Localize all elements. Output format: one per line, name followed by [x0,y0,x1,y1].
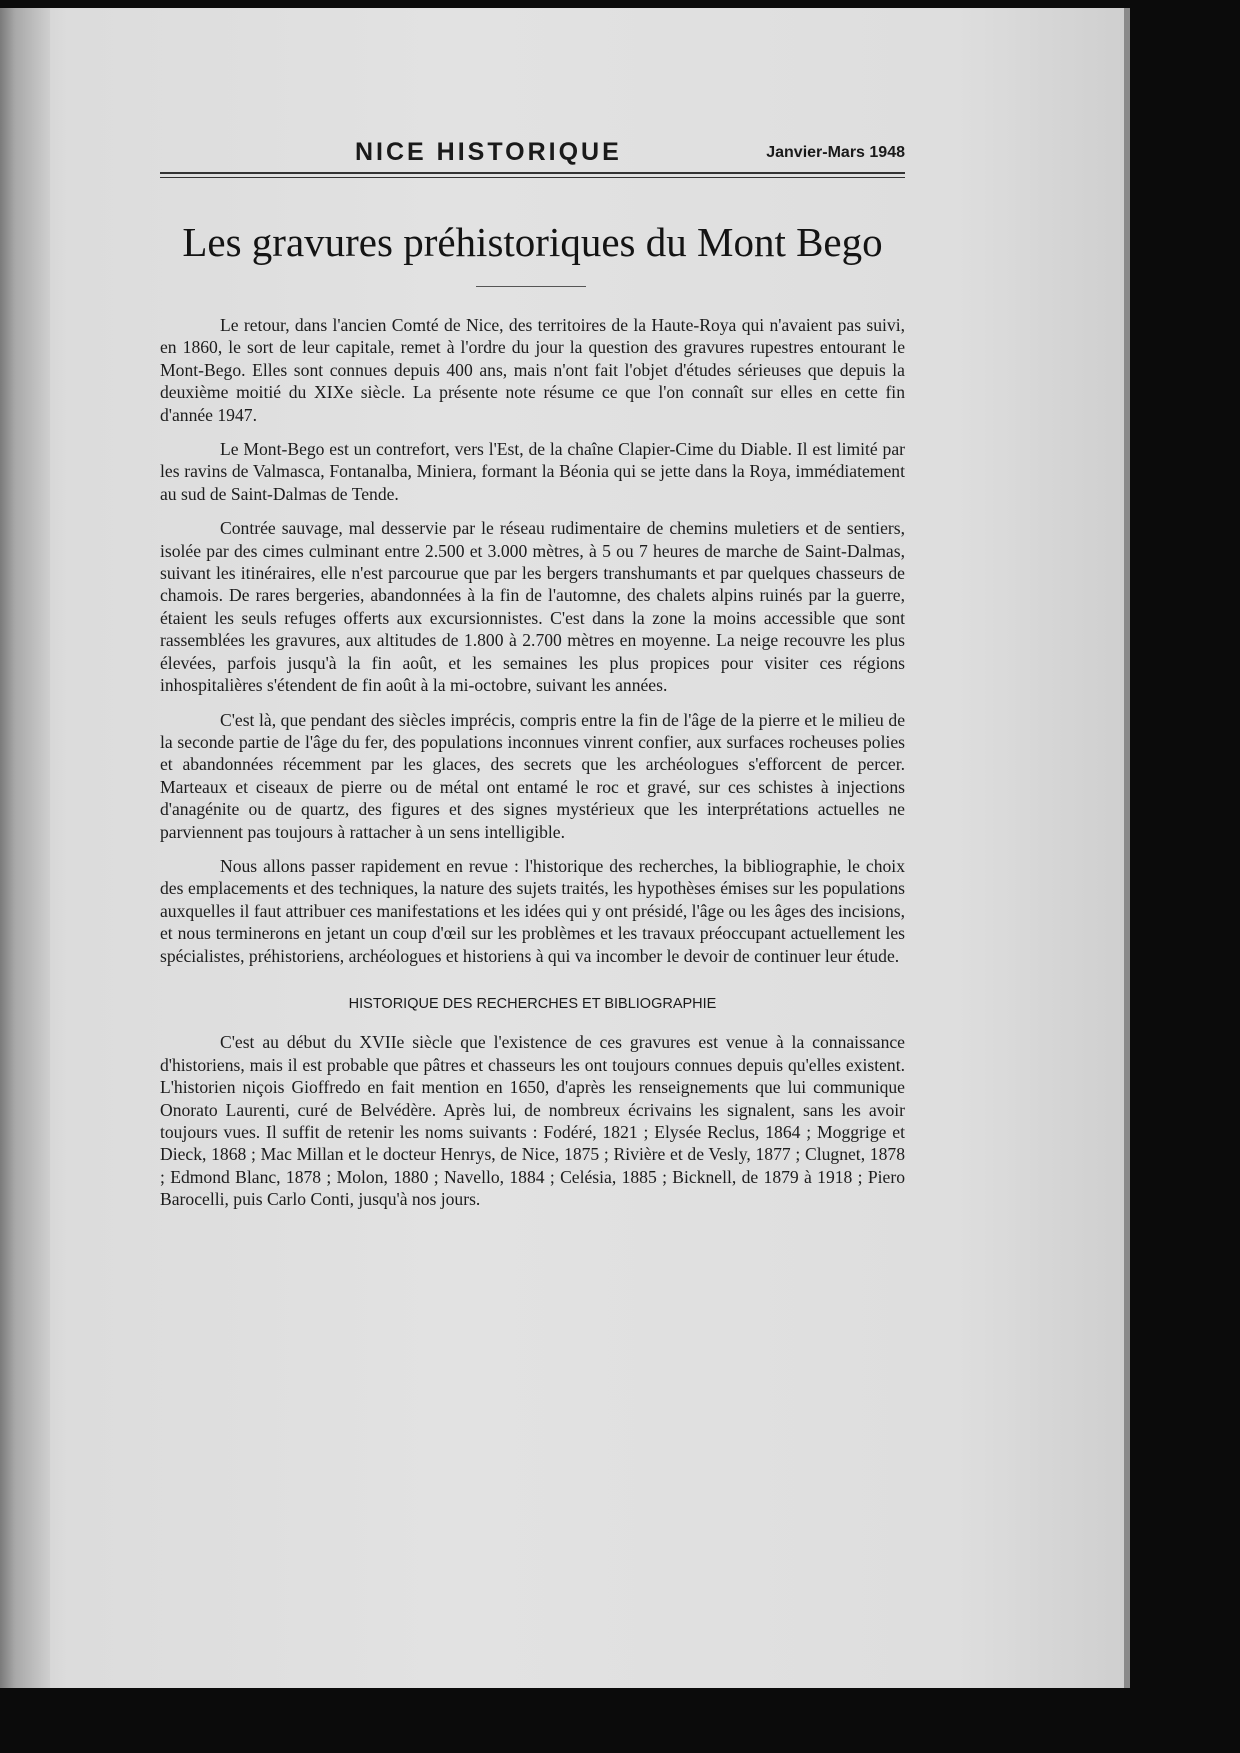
page-binding-edge [0,8,50,1688]
paragraph: Le Mont-Bego est un contrefort, vers l'Est, de la chaîne Clapier-Cime du Diable. Il est limité par les ravins de Valmasca, Fontanalba, Miniera, formant la Béonia qui se jette dans la Roya, immédiatement au sud de Saint-Dalmas de Tende. [160,439,905,504]
paragraph: C'est là, que pendant des siècles imprécis, compris entre la fin de l'âge de la pierre et le milieu de la seconde partie de l'âge du fer, des populations inconnues vinrent confier, aux surfaces rocheuses polies et abandonnées récemment par les glaces, des secrets que les archéologues s'efforcent de percer. Marteaux et ciseaux de pierre ou de métal ont entamé le roc et gravé, sur ces schistes à injections d'anagénite ou de quartz, des figures et des signes mystérieux que les interprétations actuelles ne parviennent pas toujours à rattacher à un sens intelligible. [160,709,905,842]
article-title: Les gravures préhistoriques du Mont Bego [182,219,883,265]
journal-title: NICE HISTORIQUE [355,138,622,166]
running-header [160,138,905,172]
issue-date: Janvier-Mars 1948 [766,144,905,161]
paragraph: Le retour, dans l'ancien Comté de Nice, des territoires de la Haute-Roya qui n'avaient pas suivi, en 1860, le sort de leur capitale, remet à l'ordre du jour la question des gravures rupestres entourant le Mont-Bego. Elles sont connues depuis 400 ans, mais n'ont fait l'objet d'études sérieuses que depuis la deuxième moitié du XIXe siècle. La présente note résume ce que l'on connaît sur elles en cette fin d'année 1947. [160,315,905,425]
section-heading: HISTORIQUE DES RECHERCHES ET BIBLIOGRAPHIE [348,995,717,1012]
paragraph: Contrée sauvage, mal desservie par le réseau rudimentaire de chemins muletiers et de sentiers, isolée par des cimes culminant entre 2.500 et 3.000 mètres, à 5 ou 7 heures de marche de Saint-Dalmas, suivant les itinéraires, elle n'est parcourue que par les bergers transhumants et par quelques chasseurs de chamois. De rares bergeries, abandonnées à la fin de l'automne, des chalets alpins ruinés par la guerre, étaient les seuls refuges offerts aux excursionnistes. C'est dans la zone la moins accessible que sont rassemblées les gravures, aux altitudes de 1.800 à 2.700 mètres en moyenne. La neige recouvre les plus élevées, parfois jusqu'à la fin août, et les semaines les plus propices pour visiter ces régions inhospitalières s'étendent de fin août à la mi-octobre, suivant les années. [160,518,905,696]
title-rule [476,286,586,287]
header-rule [160,172,905,178]
article-body [160,314,905,1223]
paragraph: C'est au début du XVIIe siècle que l'existence de ces gravures est venue à la connaissance d'historiens, mais il est probable que pâtres et chasseurs les ont toujours connues depuis qu'elles existent. L'historien niçois Gioffredo en fait mention en 1650, d'après les renseignements que lui communique Onorato Laurenti, curé de Belvédère. Après lui, de nombreux écrivains les signalent, sans les avoir toujours vues. Il suffit de retenir les noms suivants : Fodéré, 1821 ; Elysée Reclus, 1864 ; Moggrige et Dieck, 1868 ; Mac Millan et le docteur Henrys, de Nice, 1875 ; Rivière et de Vesly, 1877 ; Clugnet, 1878 ; Edmond Blanc, 1878 ; Molon, 1880 ; Navello, 1884 ; Celésia, 1885 ; Bicknell, de 1879 à 1918 ; Piero Barocelli, puis Carlo Conti, jusqu'à nos jours. [160,1032,905,1210]
scan-border [0,1688,1240,1753]
paragraph: Nous allons passer rapidement en revue : l'historique des recherches, la bibliographie, le choix des emplacements et des techniques, la nature des sujets traités, les hypothèses émises sur les populations auxquelles il faut attribuer ces manifestations et les idées qui y ont présidé, l'âge ou les âges des incisions, et nous terminerons en jetant un coup d'œil sur les problèmes et les travaux préoccupant actuellement les spécialistes, préhistoriens, archéologues et historiens à qui va incomber le devoir de continuer leur étude. [160,855,905,966]
